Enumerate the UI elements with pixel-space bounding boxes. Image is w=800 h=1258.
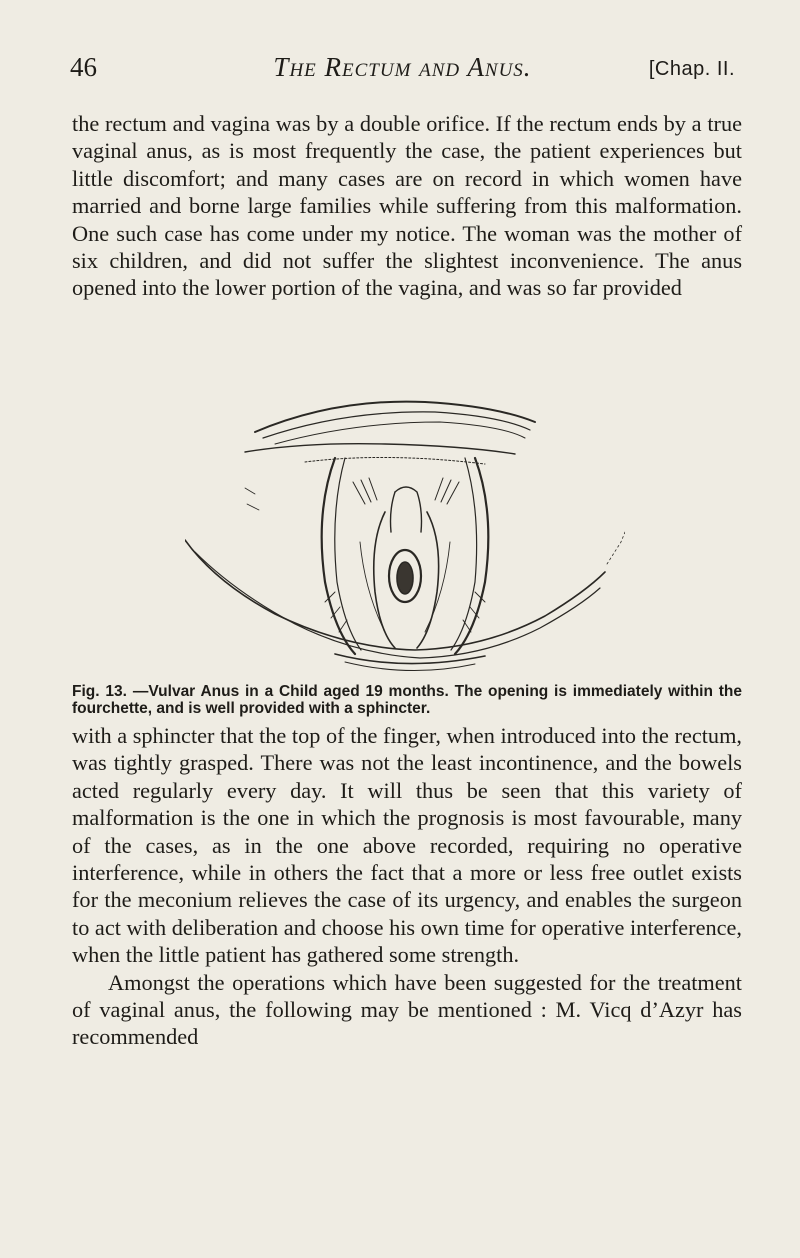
running-title: The Rectum and Anus. xyxy=(273,52,532,82)
page-number: 46 xyxy=(70,52,97,82)
figure-caption-text: —Vulvar Anus in a Child aged 19 months. The opening is immediately within the fourchette, and is well provided with a sphincter. xyxy=(72,683,742,717)
paragraph-continuation: with a sphincter that the top of the finger, when introduced into the rectum, was tightly grasped. There was not the least incontinence, and the bowels acted regularly every day. It will thus be seen that this variety of malformation is the one in which the prognosis is most favourable, many of the cases, as in the one above recorded, requiring no operative interference, while in others the fact that a more or less free outlet exists for the meconium relieves the case of its urgency, and enables the surgeon to act with deliberation and choose his own time for operative interference, when the little patient has gathered some strength. xyxy=(72,723,742,968)
vulvar-anus-engraving xyxy=(185,392,625,678)
chapter-marker: [Chap. II. xyxy=(648,58,735,80)
figure-caption xyxy=(72,683,742,717)
paragraph-operations: Amongst the operations which have been suggested for the treatment of vaginal anus, the following may be mentioned : M. Vicq d’Azyr has recommended xyxy=(72,969,742,1050)
figure-label: Fig. 13. xyxy=(72,683,127,700)
paragraph-top: the rectum and vagina was by a double orifice. If the rectum ends by a true vaginal anus, as is most frequently the case, the patient experiences but little discomfort; and many cases are on record in which women have married and borne large families while suffering from this malformation. One such case has come under my notice. The woman was the mother of six children, and did not suffer the slightest inconvenience. The anus opened into the lower portion of the vagina, and was so far provided xyxy=(72,111,742,301)
figure-illustration xyxy=(185,392,625,678)
paragraph-bottom-block xyxy=(72,722,742,1051)
page-header xyxy=(70,52,735,92)
